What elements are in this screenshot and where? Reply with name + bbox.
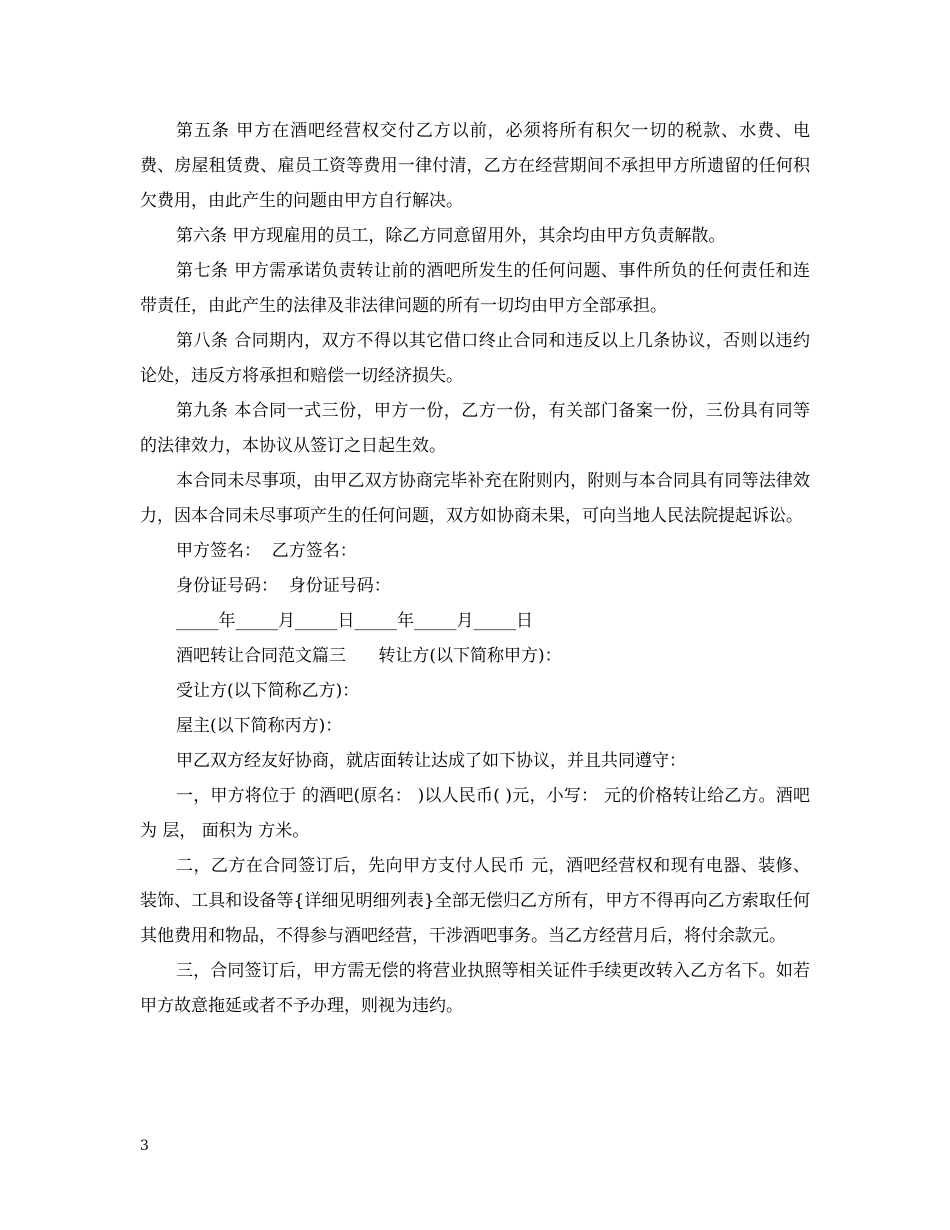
article-9-paragraph: 第九条 本合同一式三份，甲方一份，乙方一份，有关部门备案一份，三份具有同等的法律效力，本协议从签订之日起生效。 (140, 401, 810, 456)
date-line: _____年_____月_____日_____年_____月_____日 (176, 611, 533, 631)
article-5-paragraph: 第五条 甲方在酒吧经营权交付乙方以前，必须将所有积欠一切的税款、水费、电费、房屋租赁费、雇员工资等费用一律付清，乙方在经营期间不承担甲方所遗留的任何积欠费用，由此产生的问题由甲方自行解决。 (140, 121, 810, 211)
article-8-paragraph: 第八条 合同期内，双方不得以其它借口终止合同和违反以上几条协议，否则以违约论处，违反方将承担和赔偿一切经济损失。 (140, 331, 810, 386)
id-number-line: 身份证号码： 身份证号码： (176, 576, 391, 596)
section-heading-line: 酒吧转让合同范文篇三 转让方(以下简称甲方)： (176, 646, 562, 666)
agreement-intro-paragraph: 甲乙双方经友好协商，就店面转让达成了如下协议，并且共同遵守： (176, 751, 686, 771)
article-6-paragraph: 第六条 甲方现雇用的员工，除乙方同意留用外，其余均由甲方负责解散。 (176, 226, 726, 246)
transferee-line: 受让方(以下简称乙方)： (176, 681, 360, 701)
clause-1-paragraph: 一，甲方将位于 的酒吧(原名： )以人民币( )元，小写： 元的价格转让给乙方。酒吧为 层， 面积为 方米。 (140, 786, 810, 841)
clause-3-paragraph: 三，合同签订后，甲方需无偿的将营业执照等相关证件手续更改转入乙方名下。如若甲方故意拖延或者不予办理，则视为违约。 (140, 961, 810, 1016)
signature-line: 甲方签名： 乙方签名： (176, 541, 357, 561)
document-body (140, 114, 810, 1024)
clause-2-paragraph: 二，乙方在合同签订后，先向甲方支付人民币 元，酒吧经营权和现有电器、装修、装饰、工具和设备等{详细见明细列表}全部无偿归乙方所有，甲方不得再向乙方索取任何其他费用和物品，不得参与酒吧经营，干涉酒吧事务。当乙方经营月后，将付余款元。 (140, 856, 810, 946)
page-number: 3 (140, 1138, 149, 1154)
landlord-line: 屋主(以下简称丙方)： (176, 716, 343, 736)
article-7-paragraph: 第七条 甲方需承诺负责转让前的酒吧所发生的任何问题、事件所负的任何责任和连带责任，由此产生的法律及非法律问题的所有一切均由甲方全部承担。 (140, 261, 810, 316)
supplementary-paragraph: 本合同未尽事项，由甲乙双方协商完毕补充在附则内，附则与本合同具有同等法律效力，因本合同未尽事项产生的任何问题，双方如协商未果，可向当地人民法院提起诉讼。 (140, 471, 810, 526)
